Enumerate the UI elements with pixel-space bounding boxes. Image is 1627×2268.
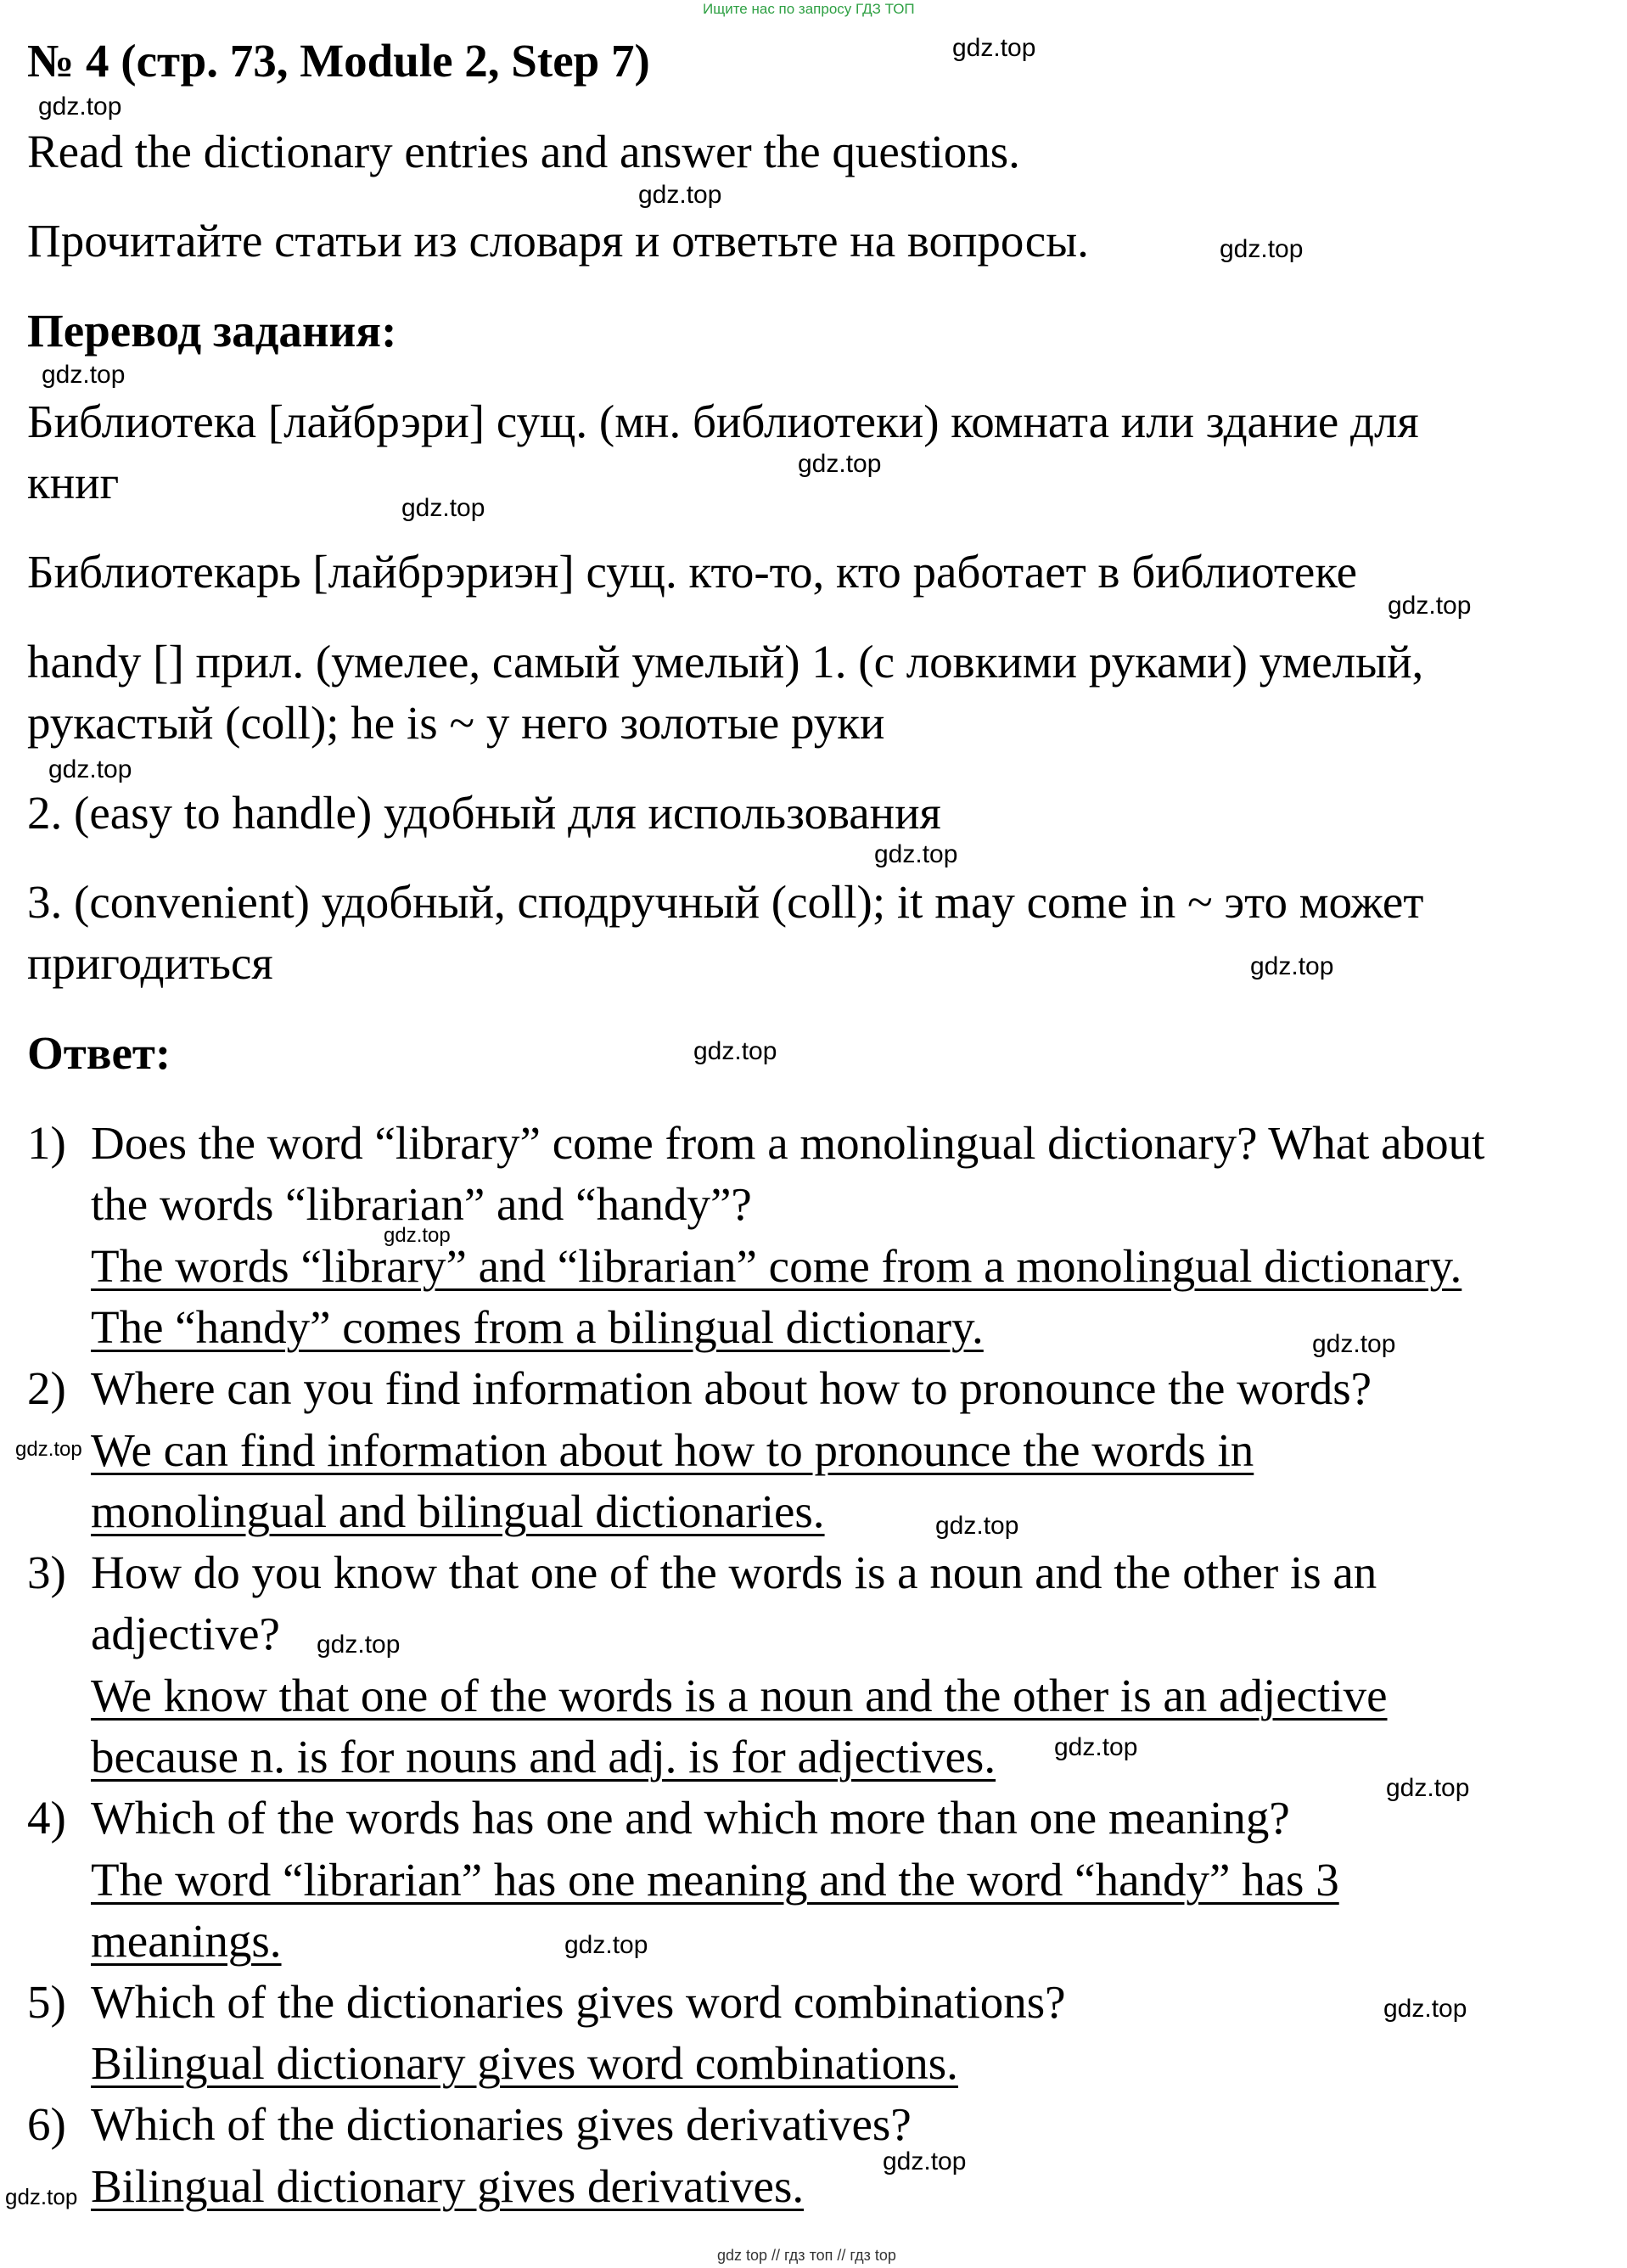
translation-handy-line: рукастый (coll); he is ~ у него золотые руки — [27, 697, 885, 749]
watermark: gdz.top — [883, 2147, 967, 2175]
question-text: the words “librarian” and “handy”? — [91, 1178, 752, 1230]
answer-text: We can find information about how to pronounce the words in — [91, 1424, 1254, 1476]
translation-handy-meaning-2: 2. (easy to handle) удобный для использования — [27, 787, 941, 839]
answer-text: meanings. — [91, 1915, 282, 1967]
question-text: Where can you find information about how to pronounce the words? — [91, 1362, 1372, 1414]
question-number: 1) — [27, 1117, 66, 1169]
watermark: gdz.top — [564, 1931, 648, 1959]
translation-handy-meaning-3: пригодиться — [27, 937, 273, 989]
answer-text: because n. is for nouns and adj. is for adjectives. — [91, 1731, 996, 1782]
answer-text: We know that one of the words is a noun and the other is an adjective — [91, 1670, 1388, 1721]
translation-library-line: книг — [27, 457, 120, 508]
translation-librarian: Библиотекарь [лайбрэриэн] сущ. кто-то, кто работает в библиотеке — [27, 546, 1358, 598]
watermark: gdz.top — [1312, 1330, 1396, 1358]
answer-heading: Ответ: — [27, 1027, 171, 1079]
page-title: № 4 (стр. 73, Module 2, Step 7) — [27, 35, 650, 87]
watermark: gdz.top — [15, 1438, 82, 1461]
watermark: gdz.top — [5, 2184, 78, 2209]
question-number: 6) — [27, 2098, 66, 2150]
watermark: gdz.top — [38, 93, 122, 121]
answer-text: Bilingual dictionary gives derivatives. — [91, 2160, 805, 2212]
watermark: gdz.top — [1054, 1733, 1138, 1761]
question-number: 2) — [27, 1362, 66, 1414]
answer-text: The words “library” and “librarian” come from a monolingual dictionary. — [91, 1240, 1462, 1292]
question-number: 5) — [27, 1976, 66, 2028]
watermark: gdz.top — [638, 181, 722, 209]
watermark: gdz.top — [1250, 952, 1334, 980]
translation-heading: Перевод задания: — [27, 305, 397, 356]
watermark: gdz.top — [42, 361, 126, 389]
watermark: gdz.top — [874, 840, 958, 868]
translation-handy-meaning-3: 3. (convenient) удобный, сподручный (coll); it may come in ~ это может — [27, 876, 1424, 928]
watermark: gdz.top — [1386, 1774, 1470, 1802]
question-number: 4) — [27, 1792, 66, 1844]
watermark: gdz.top — [1383, 1995, 1467, 2023]
watermark: gdz.top — [48, 755, 132, 783]
watermark: gdz.top — [935, 1512, 1019, 1540]
instruction-english: Read the dictionary entries and answer the questions. — [27, 126, 1020, 177]
question-text: How do you know that one of the words is a noun and the other is an — [91, 1547, 1377, 1598]
instruction-russian: Прочитайте статьи из словаря и ответьте на вопросы. — [27, 215, 1089, 267]
watermark: gdz.top — [952, 34, 1036, 62]
watermark: gdz.top — [1220, 235, 1304, 263]
footer[interactable]: gdz top // гдз топ // гдз top — [717, 2247, 896, 2264]
translation-library-line: Библиотека [лайбрэри] сущ. (мн. библиотеки) комната или здание для — [27, 396, 1419, 447]
watermark: gdz.top — [317, 1631, 401, 1659]
watermark: gdz.top — [693, 1037, 777, 1065]
answer-text: The word “librarian” has one meaning and the word “handy” has 3 — [91, 1854, 1339, 1906]
question-text: adjective? — [91, 1608, 280, 1659]
question-number: 3) — [27, 1547, 66, 1598]
watermark: gdz.top — [401, 494, 485, 522]
answer-text: The “handy” comes from a bilingual dictionary. — [91, 1301, 984, 1353]
question-text: Does the word “library” come from a monolingual dictionary? What about — [91, 1117, 1485, 1169]
watermark: gdz.top — [384, 1224, 451, 1247]
watermark: gdz.top — [798, 450, 882, 478]
question-text: Which of the dictionaries gives derivatives? — [91, 2098, 912, 2150]
question-text: Which of the words has one and which more than one meaning? — [91, 1792, 1290, 1844]
translation-handy-line: handy [] прил. (умелее, самый умелый) 1. (с ловкими руками) умелый, — [27, 636, 1424, 688]
top-banner[interactable]: Ищите нас по запросу ГДЗ ТОП — [703, 1, 915, 17]
question-text: Which of the dictionaries gives word combinations? — [91, 1976, 1066, 2028]
answer-text: monolingual and bilingual dictionaries. — [91, 1485, 825, 1537]
answer-text: Bilingual dictionary gives word combinations. — [91, 2037, 958, 2089]
watermark: gdz.top — [1388, 592, 1472, 620]
